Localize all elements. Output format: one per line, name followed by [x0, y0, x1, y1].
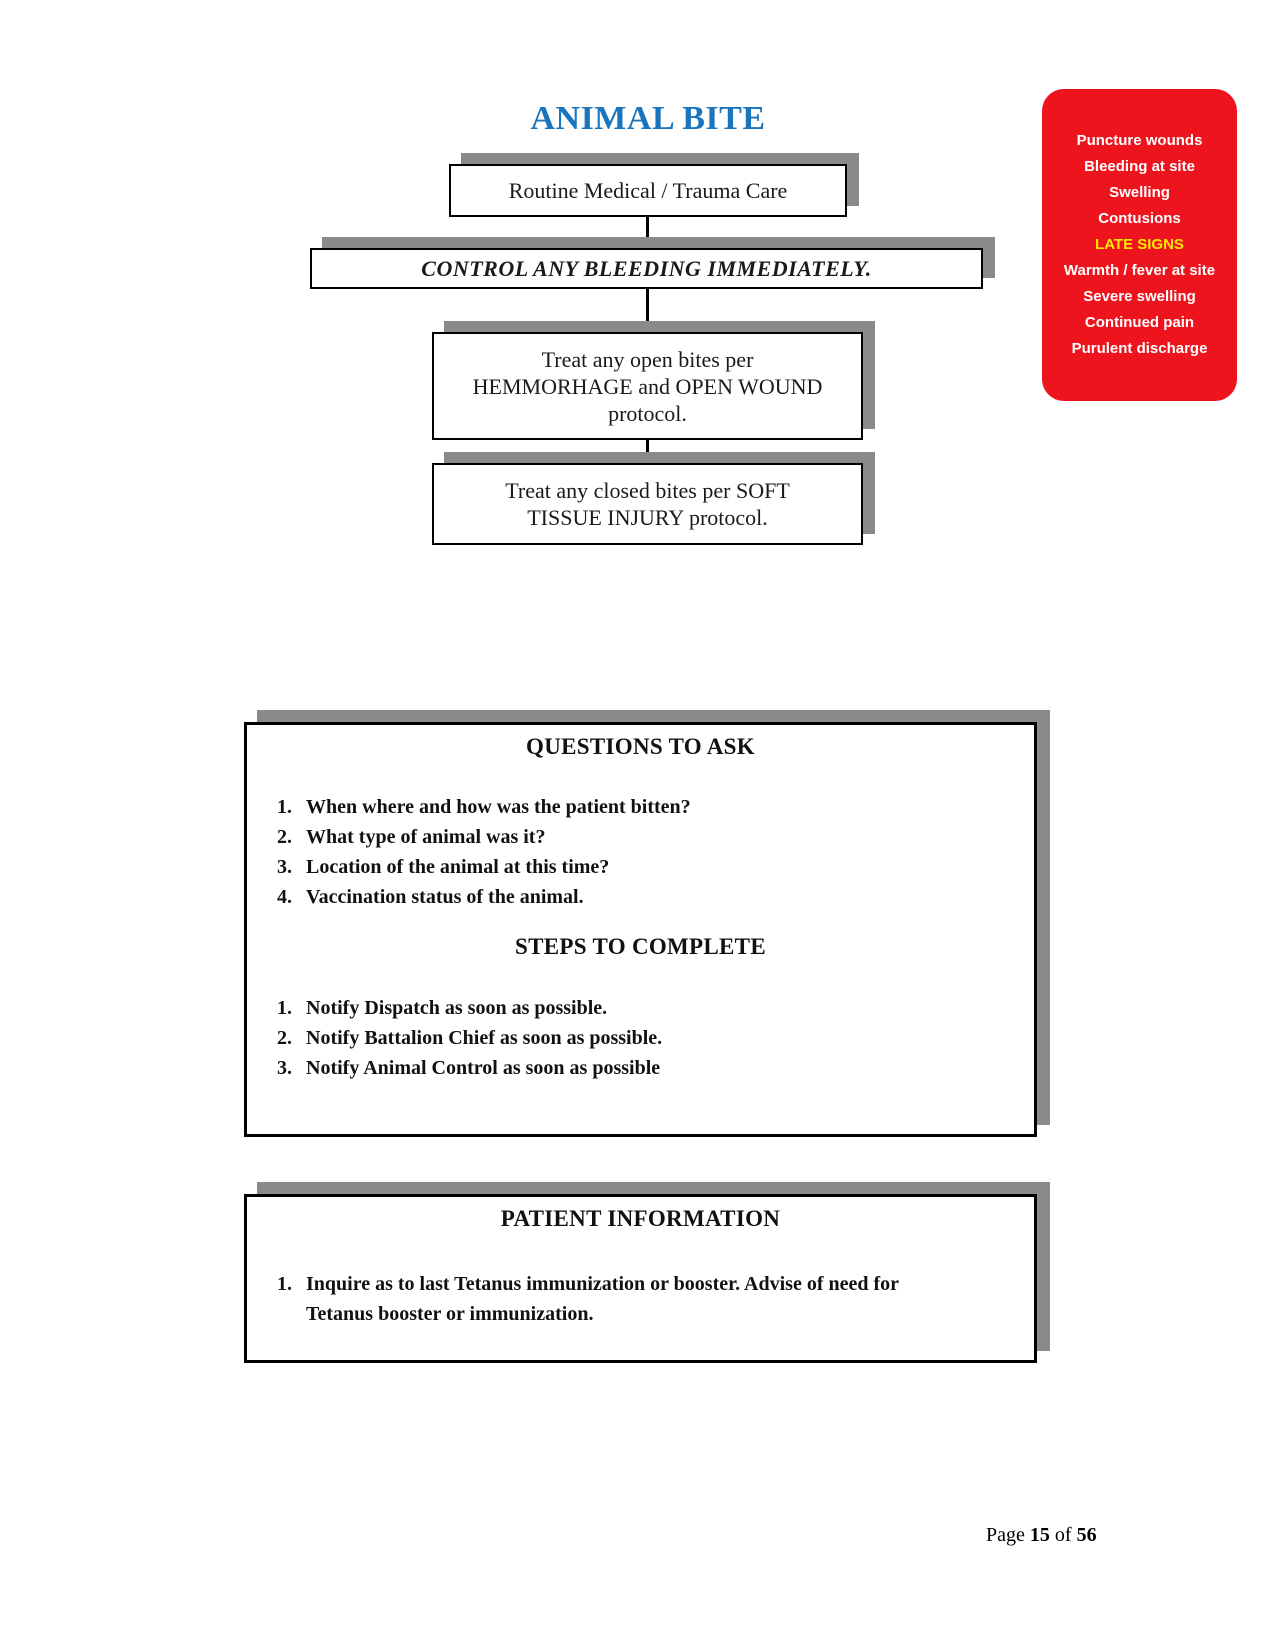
flow-box-open-bites: [432, 332, 863, 440]
item-text: What type of animal was it?: [306, 826, 546, 848]
footer-label: Page: [986, 1524, 1025, 1546]
list-item: [247, 882, 1034, 912]
patient-info-list: [247, 1269, 1034, 1329]
page-title: ANIMAL BITE: [530, 100, 766, 137]
sign-item: Puncture wounds: [1076, 132, 1203, 149]
flow-box-closed-bites: [432, 463, 863, 545]
patient-info-title: PATIENT INFORMATION: [500, 1206, 781, 1231]
footer-of-label: of: [1054, 1524, 1072, 1546]
steps-list: [247, 993, 1034, 1083]
page-footer: [986, 1524, 1097, 1547]
item-number: 1.: [277, 997, 292, 1019]
list-item: [247, 1269, 1034, 1329]
item-number: 2.: [277, 1027, 292, 1049]
item-text: Notify Dispatch as soon as possible.: [306, 997, 608, 1019]
sign-item: Purulent discharge: [1071, 340, 1208, 357]
flow-box-label: Routine Medical / Trauma Care: [508, 178, 788, 203]
questions-list: [247, 792, 1034, 912]
steps-title: STEPS TO COMPLETE: [515, 934, 766, 959]
sign-item: Severe swelling: [1083, 288, 1196, 305]
item-number: 4.: [277, 886, 292, 908]
flow-box-line: Treat any closed bites per SOFT: [505, 478, 790, 503]
sign-item: Warmth / fever at site: [1063, 262, 1216, 279]
list-item: [247, 792, 1034, 822]
list-item: [247, 1053, 1034, 1083]
connector-line: [646, 440, 649, 463]
list-item: [247, 822, 1034, 852]
flow-box-control-bleeding: [310, 248, 983, 289]
late-signs-panel: [1042, 89, 1237, 401]
sign-item: Contusions: [1098, 210, 1181, 227]
item-text: When where and how was the patient bitten?: [306, 796, 691, 818]
flow-box-line: HEMMORHAGE and OPEN WOUND: [472, 373, 823, 399]
flow-box-line: Treat any open bites per: [541, 346, 754, 372]
item-number: 3.: [277, 856, 292, 878]
list-item: [247, 852, 1034, 882]
item-text: Inquire as to last Tetanus immunization or booster. Advise of need for Tetanus booster or immunization.: [306, 1273, 899, 1325]
item-text: Notify Animal Control as soon as possible: [306, 1057, 661, 1079]
flow-box-line: TISSUE INJURY protocol.: [527, 505, 768, 530]
item-text: Location of the animal at this time?: [306, 856, 610, 878]
footer-page-number: 15: [1029, 1524, 1050, 1546]
item-number: 1.: [277, 796, 292, 818]
flow-box-routine-care: [449, 164, 847, 217]
connector-line: [646, 216, 649, 248]
list-item: [247, 1023, 1034, 1053]
patient-info-box: [244, 1194, 1037, 1363]
flow-box-label: CONTROL ANY BLEEDING IMMEDIATELY.: [421, 256, 872, 281]
flow-box-line: protocol.: [608, 400, 687, 426]
item-number: 1.: [277, 1273, 292, 1295]
item-text: Notify Battalion Chief as soon as possible.: [306, 1027, 663, 1049]
sign-item: LATE SIGNS: [1095, 236, 1184, 253]
connector-line: [646, 289, 649, 332]
item-number: 2.: [277, 826, 292, 848]
sign-item: Continued pain: [1084, 314, 1195, 331]
questions-title: QUESTIONS TO ASK: [526, 734, 755, 759]
sign-item: Swelling: [1109, 184, 1170, 201]
list-item: [247, 993, 1034, 1023]
questions-box: [244, 722, 1037, 1137]
item-number: 3.: [277, 1057, 292, 1079]
footer-page-total: 56: [1076, 1524, 1097, 1546]
sign-item: Bleeding at site: [1084, 158, 1195, 175]
item-text: Vaccination status of the animal.: [306, 886, 584, 908]
